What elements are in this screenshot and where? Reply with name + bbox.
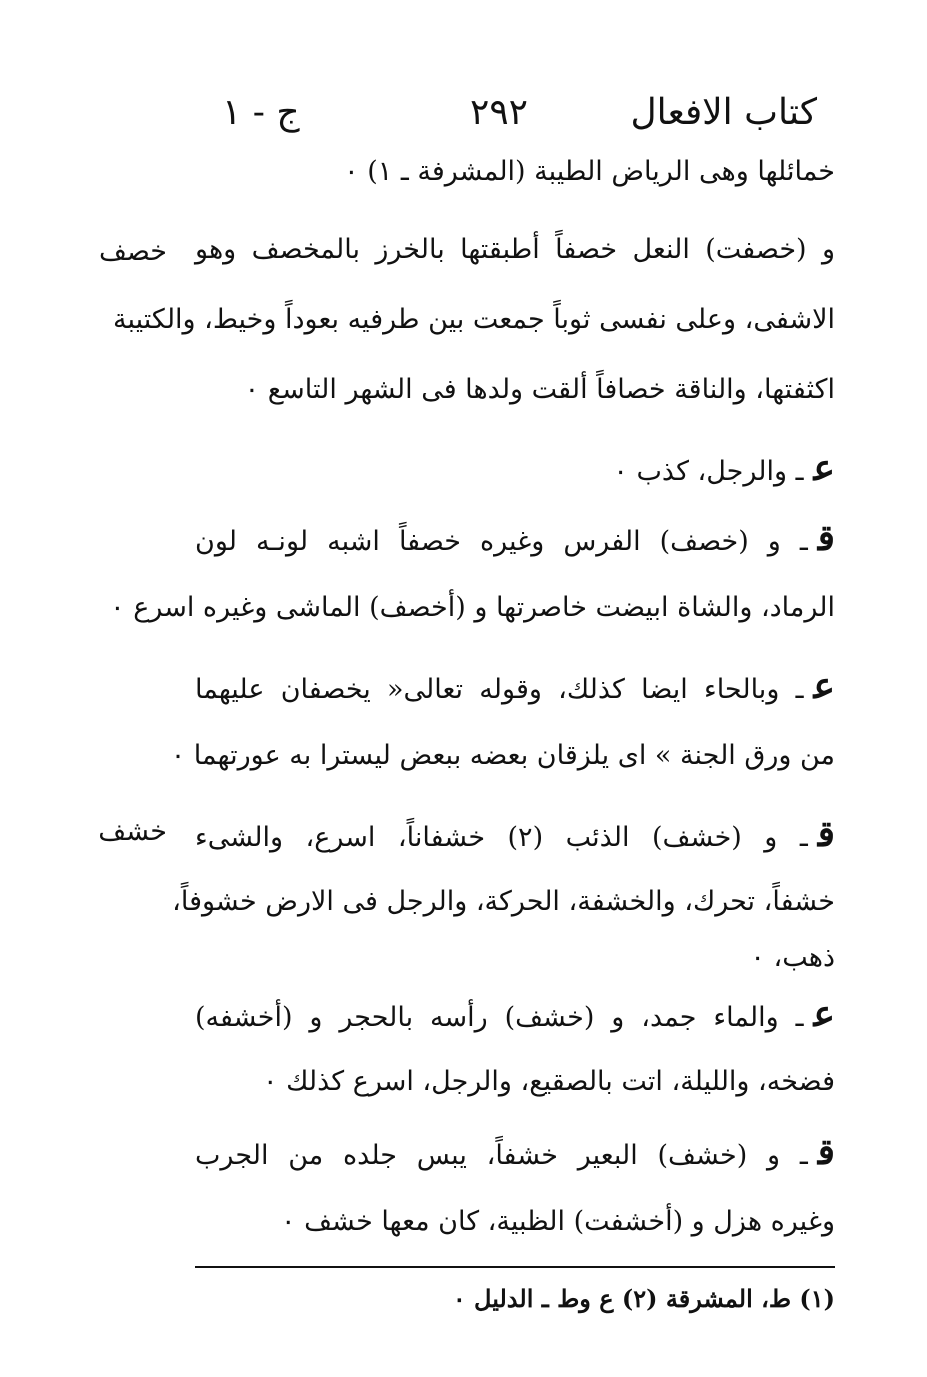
margin-entry-khashaf: خشف <box>98 816 167 847</box>
text-line: الاشفى، وعلى نفسى ثوباً جمعت بين طرفيه بعوداً وخيط، والكتيبة <box>113 304 835 335</box>
text-line: قـ و (خشف) الذئب (٢) خشفاناً، اسرع، والشىء <box>195 813 835 855</box>
page-header <box>0 92 927 142</box>
text-line: الرماد، والشاة ابيضت خاصرتها و (أخصف) الماشى وغيره اسرع ٠ <box>110 592 835 623</box>
source-marker: ع <box>813 665 835 707</box>
text-line: قـ و (خصف) الفرس وغيره خصفاً اشبه لونـه لون <box>195 517 835 559</box>
text-line: و (خصفت) النعل خصفاً أطبقتها بالخرز بالمخصف وهو <box>195 234 835 265</box>
text-line: من ورق الجنة » اى يلزقان بعضه ببعض ليسترا به عورتهما ٠ <box>170 740 835 771</box>
text-line: قـ و (خشف) البعير خشفاً، يبس جلده من الجرب <box>195 1131 835 1173</box>
text-line: خشفاً، تحرك، والخشفة، الحركة، والرجل فى الارض خشوفاً، <box>172 886 835 917</box>
volume-label: ج - ١ <box>222 92 300 133</box>
text-line: عـ والماء جمد، و (خشف) رأسه بالحجر و (أخشفه) <box>195 993 835 1035</box>
source-marker: ق <box>817 517 835 559</box>
margin-entry-khasaf: خصف <box>98 236 167 267</box>
source-marker: ق <box>817 813 835 855</box>
page-number: ٢٩٢ <box>470 92 529 133</box>
footnote-divider <box>195 1266 835 1268</box>
footnote: (١) ط، المشرقة (٢) ع وط ـ الدليل ٠ <box>452 1284 835 1313</box>
text-line: وغيره هزل و (أخشفت) الظبية، كان معها خشف ٠ <box>281 1206 835 1237</box>
book-title: كتاب الافعال <box>630 92 817 133</box>
text-line: اكثفتها، والناقة خصافاً ألقت ولدها فى الشهر التاسع ٠ <box>244 374 835 405</box>
source-marker: ع <box>813 993 835 1035</box>
text-line: ذهب، ٠ <box>750 942 835 973</box>
text-line: عـ وبالحاء ايضا كذلك، وقوله تعالى« يخصفان عليهما <box>195 665 835 707</box>
text-line: عـ والرجل، كذب ٠ <box>613 447 835 489</box>
source-marker: ع <box>813 447 835 489</box>
text-line: خمائلها وهى الرياض الطيبة (المشرفة ـ ١) ٠ <box>344 156 835 187</box>
source-marker: ق <box>817 1131 835 1173</box>
text-line: فضخه، والليلة، اتت بالصقيع، والرجل، اسرع كذلك ٠ <box>263 1066 835 1097</box>
